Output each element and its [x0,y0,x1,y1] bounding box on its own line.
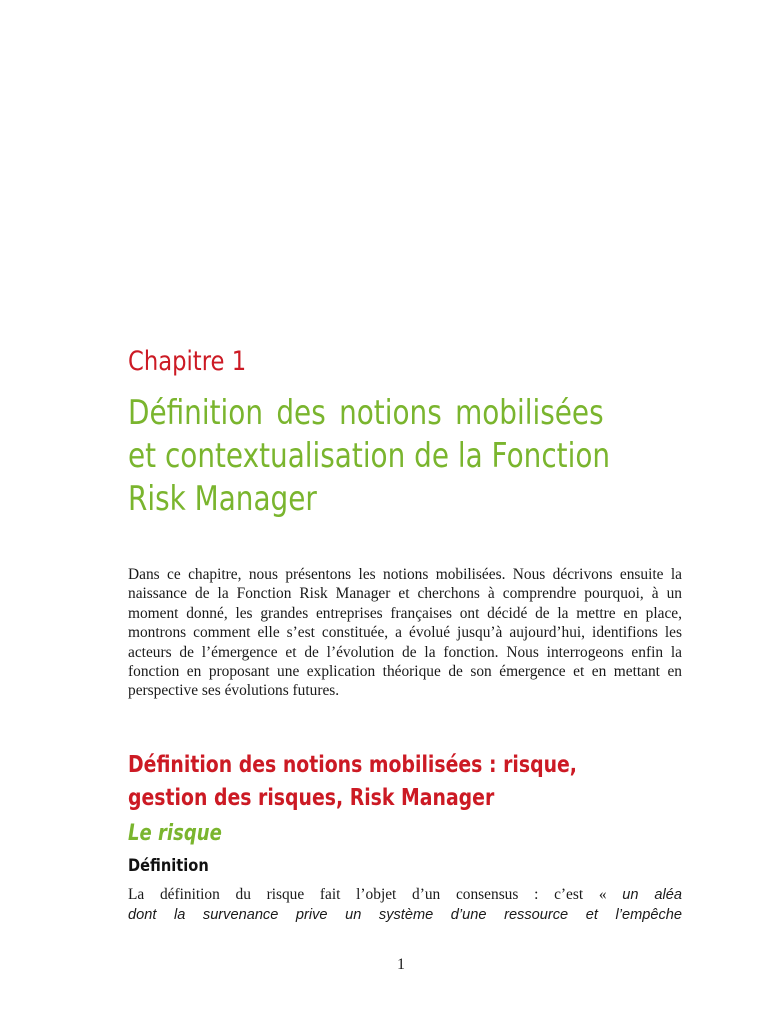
definition-text-start: La définition du risque fait l’objet d’un consensus : c’est « [128,886,623,903]
definition-quote-line-2: dont la survenance prive un système d’une ressource et l’empêche [128,907,682,923]
definition-line-1 [128,885,682,905]
section-title [128,749,577,815]
sub-subsection-title: Définition [128,856,209,876]
definition-quote-start: un aléa [622,887,682,903]
chapter-title-line-3: Risk Manager [128,479,317,519]
chapter-label: Chapitre 1 [128,346,247,377]
chapter-title-line-2: et contextualisation de la Fonction [128,436,611,476]
definition-paragraph [128,885,682,925]
intro-paragraph: Dans ce chapitre, nous présentons les notions mobilisées. Nous décrivons ensuite la naissance de la Fonction Risk Manager et cherchons à comprendre pourquoi, à un moment donné, les grandes entreprises françaises ont décidé de la mettre en place, montrons comment elle s’est constituée, a évolué jusqu’à aujourd’hui, identifions les acteurs de l’émergence et de l’évolution de la fonction. Nous interrogeons enfin la fonction en proposant une explication théorique de son émergence et en mettant en perspective ses évolutions futures. [128,566,682,700]
section-title-line-2: gestion des risques, Risk Manager [128,785,495,811]
page-number: 1 [397,956,405,973]
chapter-title [128,392,611,521]
chapter-title-line-1: Définition des notions mobilisées [128,393,604,433]
section-title-line-1: Définition des notions mobilisées : risque, [128,752,577,778]
subsection-title: Le risque [128,821,222,846]
